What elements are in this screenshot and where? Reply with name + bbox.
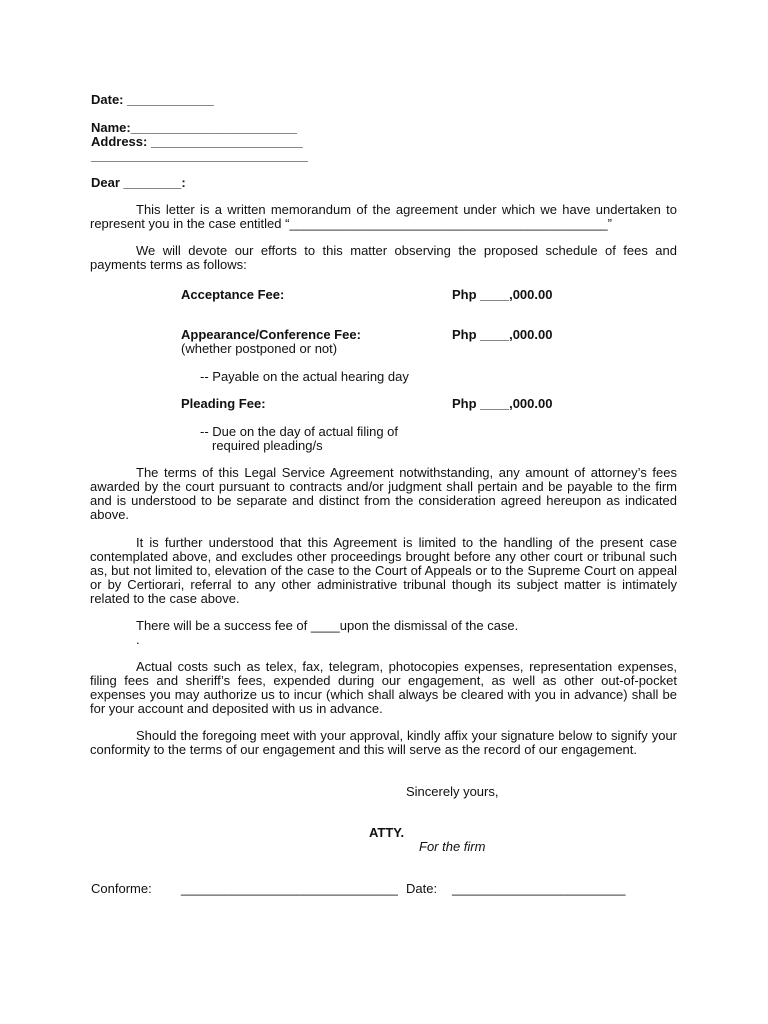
appearance-fee-amount: Php ____,000.00 <box>452 327 553 342</box>
pleading-fee-terms-line2: required pleading/s <box>212 438 323 453</box>
attorney-signature-label: ATTY. <box>369 825 405 840</box>
conforme-label: Conforme: <box>91 881 152 896</box>
acceptance-fee-amount: Php ____,000.00 <box>452 287 553 302</box>
closing-sincerely: Sincerely yours, <box>406 784 499 799</box>
pleading-fee-terms-line1: -- Due on the day of actual filing of <box>200 424 399 439</box>
success-fee-line: There will be a success fee of ____upon the dismissal of the case. <box>136 618 519 633</box>
actual-costs-paragraph: Actual costs such as telex, fax, telegram, photocopies expenses, representation expenses, filing fees and sheriff’s fees, expended during our engagement, as well as other out-of-pocket expenses you may authorize us to incur (which shall always be cleared with you in advance) shall be for your account and deposited with us in advance. <box>90 659 677 716</box>
appearance-fee-label: Appearance/Conference Fee: <box>181 327 361 342</box>
conforme-date-line: ________________________ <box>452 881 626 896</box>
pleading-fee-label: Pleading Fee: <box>181 396 266 411</box>
attorney-fees-paragraph: The terms of this Legal Service Agreement notwithstanding, any amount of attorney’s fees awarded by the court pursuant to contracts and/or judgment shall pertain and be payable to the firm and is understood to be separate and distinct from the consideration agreed hereupon as indicated above. <box>90 465 677 522</box>
conforme-date-label: Date: <box>406 881 438 896</box>
date-field-line: Date: ____________ <box>91 92 214 107</box>
salutation: Dear ________: <box>91 175 186 190</box>
approval-paragraph: Should the foregoing meet with your approval, kindly affix your signature below to signify your conformity to the terms of our engagement and this will serve as the record of our engagement. <box>90 728 677 757</box>
address-second-line: ______________________________ <box>91 148 308 163</box>
pleading-fee-amount: Php ____,000.00 <box>452 396 553 411</box>
success-fee-dot: . <box>136 632 140 647</box>
intro-paragraph-2: We will devote our efforts to this matter observing the proposed schedule of fees and payments terms as follows: <box>90 243 677 272</box>
conforme-signature-line: ______________________________ <box>181 881 398 896</box>
address-field-line: Address: _____________________ <box>91 134 303 149</box>
appearance-fee-note: (whether postponed or not) <box>181 341 338 356</box>
appearance-fee-terms: -- Payable on the actual hearing day <box>200 369 409 384</box>
scope-limitation-paragraph: It is further understood that this Agreement is limited to the handling of the present case contemplated above, and excludes other proceedings brought before any other court or tribunal such as, but not limited to, elevation of the case to the Court of Appeals or to the Supreme Court on appeal or by Certiorari, referral to any other administrative tribunal though its subject matter is intimately related to the case above. <box>90 535 677 606</box>
acceptance-fee-label: Acceptance Fee: <box>181 287 285 302</box>
for-the-firm-label: For the firm <box>419 839 486 854</box>
name-field-line: Name:_______________________ <box>91 120 298 135</box>
intro-paragraph-1: This letter is a written memorandum of the agreement under which we have undertaken to represent you in the case entitled “____________________________________________” <box>90 202 677 231</box>
